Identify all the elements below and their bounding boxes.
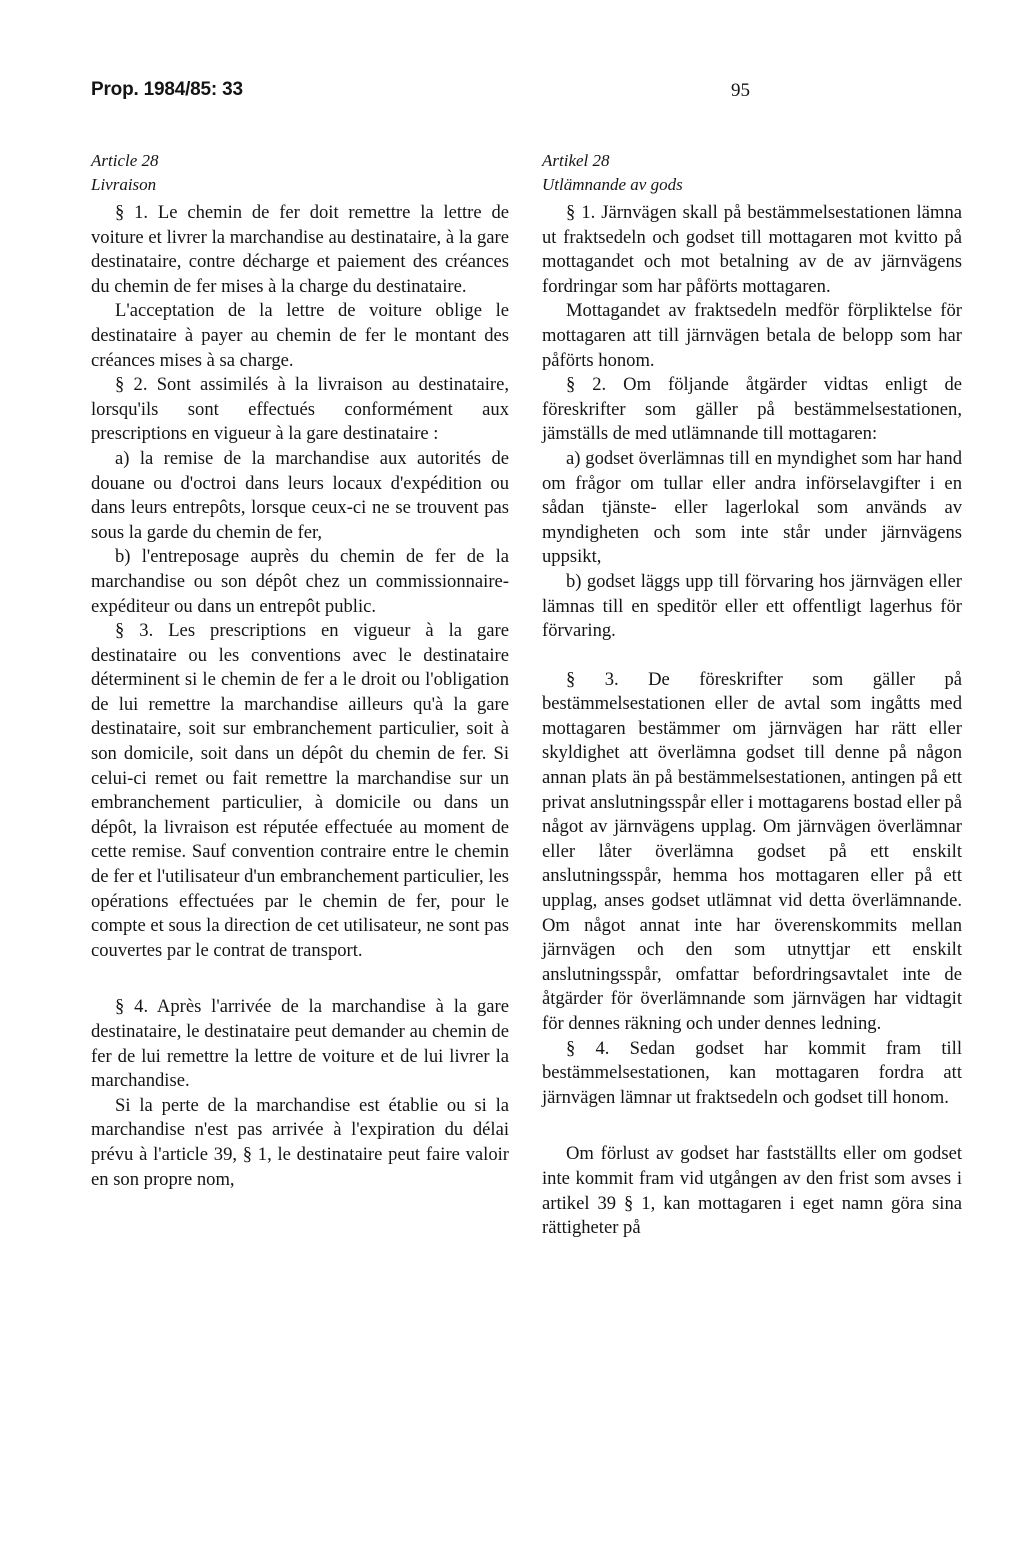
swedish-column <box>542 149 962 1241</box>
swedish-section-4: § 4. Sedan godset har kommit fram till bestämmelsestationen, kan mottagaren fordra att järnvägen lämnar ut fraktsedeln och godset till honom. <box>542 1037 962 1108</box>
french-item-b: b) l'entreposage auprès du chemin de fer de la marchandise ou son dépôt chez un commissionnaire-expéditeur ou dans un entrepôt public. <box>91 546 509 617</box>
french-section-1: § 1. Le chemin de fer doit remettre la lettre de voiture et livrer la marchandise au destinataire, à la gare destinataire, contre décharge et paiement des créances du chemin de fer mises à la charge du destinataire. <box>91 202 509 297</box>
swedish-section-1: § 1. Järnvägen skall på bestämmelsestationen lämna ut fraktsedeln och godset till mottagaren mot kvitto på mottagandet och mot betalning av de av järnvägens fordringar som har påförts mottagaren. <box>542 202 962 297</box>
french-section-2: § 2. Sont assimilés à la livraison au destinataire, lorsqu'ils sont effectués conformément aux prescriptions en vigueur à la gare destinataire : <box>91 374 509 445</box>
page-number: 95 <box>731 80 750 101</box>
swedish-article-title: Utlämnande av gods <box>542 175 683 194</box>
french-column <box>91 149 509 1192</box>
french-article-number: Article 28 <box>91 151 159 170</box>
french-section-3: § 3. Les prescriptions en vigueur à la gare destinataire ou les conventions avec le destinataire déterminent si le chemin de fer a le droit ou l'obligation de lui remettre la marchandise ailleurs qu'à la gare destinataire, soit sur embranchement particulier, soit à son domicile, soit dans un dépôt du chemin de fer. Si celui-ci remet ou fait remettre la marchandise sur un embranchement particulier, à domicile ou dans un dépôt, la livraison est réputée effectuée au moment de cette remise. Sauf convention contraire entre le chemin de fer et l'utilisateur d'un embranchement particulier, les opérations effectuées par le chemin de fer, pour le compte et sous la direction de cet utilisateur, ne sont pas couvertes par le contrat de transport. <box>91 620 510 961</box>
french-section-1-paragraph-2: L'acceptation de la lettre de voiture oblige le destinataire à payer au chemin de fer le montant des créances mises à sa charge. <box>91 300 509 371</box>
french-item-a: a) la remise de la marchandise aux autorités de douane ou d'octroi dans leurs locaux d'expédition ou dans leurs entrepôts, lorsque ceux-ci ne se trouvent pas sous la garde du chemin de fer, <box>91 447 509 543</box>
swedish-item-a: a) godset överlämnas till en myndighet som har hand om frågor om tullar eller andra införselavgifter i en sådan tjänste- eller lagerlokal som används av myndigheten och som inte står under järnvägens uppsikt, <box>542 447 962 568</box>
french-section-4-paragraph-2: Si la perte de la marchandise est établie ou si la marchandise n'est pas arrivée à l'expiration du délai prévu à l'article 39, § 1, le destinataire peut faire valoir en son propre nom, <box>91 1094 509 1190</box>
french-section-4: § 4. Après l'arrivée de la marchandise à la gare destinataire, le destinataire peut demander au chemin de fer de lui remettre la lettre de voiture et de lui livrer la marchandise. <box>91 996 509 1092</box>
spacer <box>91 963 509 995</box>
swedish-section-3: § 3. De föreskrifter som gäller på bestämmelsestationen eller de avtal som ingåtts med mottagaren bestämmer om järnvägen har rätt eller skyldighet att överlämna godset till denne på någon annan plats än på bestämmelsestationen, antingen på ett privat anslutningsspår eller i mottagarens bostad eller på något av järnvägens upplag. Om järnvägen överlämnar eller låter överlämna godset på ett enskilt anslutningsspår, hemma hos mottagaren eller på ett upplag, anses godset utlämnat vid detta överlämnande. Om något annat inte har överenskommits mellan järnvägen och den som utnyttjar ett enskilt anslutningsspår, omfattar befordringsavtalet inte de åtgärder för överlämnande som järnvägen har vidtagit för dennes räkning och under dennes ledning. <box>542 668 962 1034</box>
french-article-title: Livraison <box>91 175 157 194</box>
spacer <box>542 1110 962 1142</box>
swedish-article-number: Artikel 28 <box>542 151 610 170</box>
spacer <box>542 644 962 668</box>
swedish-item-b: b) godset läggs upp till förvaring hos järnvägen eller lämnas till en speditör eller ett offentligt lagerhus för förvaring. <box>542 570 962 642</box>
swedish-section-4-paragraph-2: Om förlust av godset har fastställts eller om godset inte kommit fram vid utgången av den frist som avses i artikel 39 § 1, kan mottagaren i eget namn göra sina rättigheter på <box>542 1143 962 1239</box>
swedish-section-1-paragraph-2: Mottagandet av fraktsedeln medför förpliktelse för mottagaren att till järnvägen betala de belopp som har påförts honom. <box>542 300 962 371</box>
document-reference: Prop. 1984/85: 33 <box>91 79 243 100</box>
swedish-section-2: § 2. Om följande åtgärder vidtas enligt de föreskrifter som gäller på bestämmelsestationen, jämställs de med utlämnande till mottagaren: <box>542 374 962 445</box>
